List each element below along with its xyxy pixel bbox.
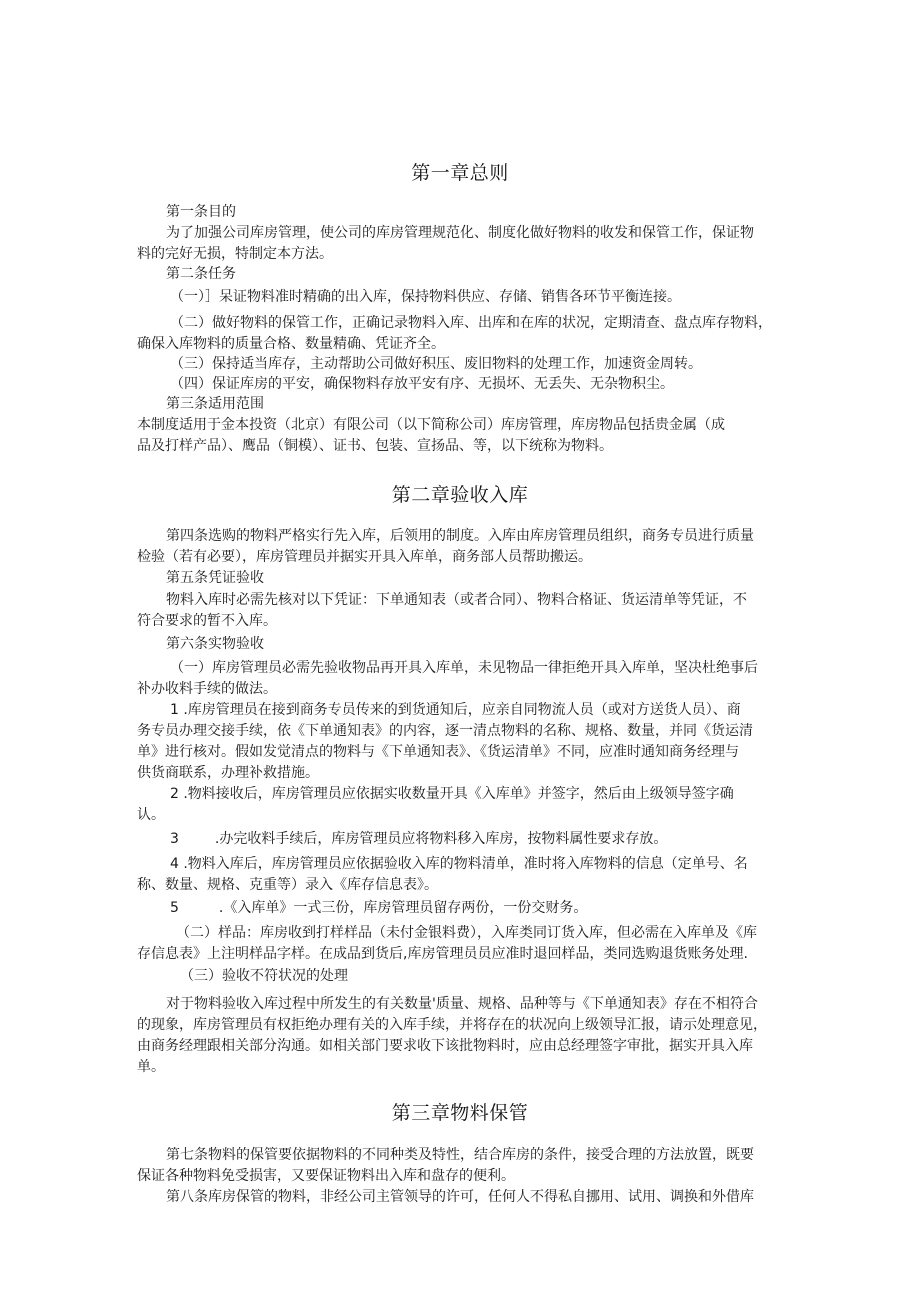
art2-item2-line2: 确保入库物料的质量合格、数量精确、凭证齐全。 <box>137 336 445 352</box>
art6-item3-line2: 的现象，库房管理员有权拒绝办理有关的入库手续，并将存在的状况向上级领导汇报，请示处理意见， <box>137 1017 767 1033</box>
art2-item2-line1: （二）做好物料的保管工作，正确记录物料入库、出库和在库的状况，定期清查、盘点库存物料， <box>170 315 772 331</box>
art7-line1: 第七条物料的保管要依据物料的不同种类及特性，结合库房的条件，接受合理的方法放置，既要 <box>166 1147 754 1163</box>
step2-line1: 2 .物料接收后，库房管理员应依据实收数量开具《入库单》并签字，然后由上级领导签字确 <box>170 786 734 802</box>
art2-item4: （四）保证库房的平安，确保物料存放平安有序、无损坏、无丢失、无杂物积尘。 <box>170 376 674 392</box>
step5 <box>170 898 820 919</box>
art5-line2: 符合要求的暂不入库。 <box>137 613 277 629</box>
art2-item1: （一）］呆证物料准时精确的出入库，保持物料供应、存储、销售各环节平衡连接。 <box>170 289 681 305</box>
step2-line2: 认。 <box>137 807 165 823</box>
art2-title: 第二条任务 <box>166 266 236 282</box>
chapter3-title: 第三章物料保管 <box>391 1102 529 1124</box>
art5-line1: 物料入库时必需先核对以下凭证：下单通知表（或者合同）、物料合格证、货运清单等凭证，不 <box>166 592 747 608</box>
art1-line1: 为了加强公司库房管理，使公司的库房管理规范化、制度化做好物料的收发和保管工作，保证物 <box>166 225 754 241</box>
step1-line4: 供货商联系，办理补救措施。 <box>137 765 319 781</box>
step5-text: .《入库单》一式三份，库房管理员留存两份，一份交财务。 <box>218 900 588 916</box>
step3-number: 3 <box>170 831 179 847</box>
art6-item1-line2: 补办收料手续的做法。 <box>137 681 277 697</box>
art4-line1: 第四条选购的物料严格实行先入库，后领用的制度。入库由库房管理员组织，商务专员进行质量 <box>166 528 754 544</box>
art6-item3-title: （三）验收不符状况的处理 <box>180 968 348 984</box>
step4-line1: 4 .物料入库后，库房管理员应依据验收入库的物料清单，准时将入库物料的信息（定单号、名 <box>170 856 748 872</box>
art2-item3: （三）保持适当库存，主动帮助公司做好积压、废旧物料的处理工作，加速资金周转。 <box>170 356 702 372</box>
art8-line1: 第八条库房保管的物料，非经公司主管领导的许可，任何人不得私自挪用、试用、调换和外借库 <box>166 1189 754 1205</box>
step1-line3: 单》进行核对。假如发觉清点的物料与《下单通知表》、《货运清单》不同，应准时通知商务经理与 <box>137 744 739 760</box>
art7-line2: 保证各种物料免受损害，又要保证物料出入库和盘存的便利。 <box>137 1168 515 1184</box>
step3 <box>170 829 820 850</box>
art6-title: 第六条实物验收 <box>166 636 264 652</box>
art6-item2-line1: （二）样品：库房收到打样样品（未付金银料费），入库类同订货入库，但必需在入库单及《库 <box>176 925 757 941</box>
art5-title: 第五条凭证验收 <box>166 570 264 586</box>
art6-item3-line4: 单。 <box>137 1059 165 1075</box>
art3-title: 第三条适用范围 <box>166 396 264 412</box>
art3-line1: 本制度适用于金本投资（北京）有限公司（以下简称公司）库房管理，库房物品包括贵金属（成 <box>137 417 725 433</box>
step1-line2: 务专员办理交接手续，依《下单通知表》的内容，逐一清点物料的名称、规格、数量，并同《货运清 <box>137 723 753 739</box>
step5-number: 5 <box>170 900 179 916</box>
art4-line2: 检验（若有必要），库房管理员并据实开具入库单，商务部人员帮助搬运。 <box>137 549 592 565</box>
art1-line2: 料的完好无损，特制定本方法。 <box>137 246 333 262</box>
art6-item3-line3: 由商务经理跟相关部分沟通。如相关部门要求收下该批物料时，应由总经理签字审批，据实开具入库 <box>137 1038 753 1054</box>
art6-item1-line1: （一）库房管理员必需先验收物品再开具入库单，未见物品一律拒绝开具入库单，坚决杜绝事后 <box>170 660 758 676</box>
chapter1-title: 第一章总则 <box>411 162 509 184</box>
step3-text: .办完收料手续后，库房管理员应将物料移入库房，按物料属性要求存放。 <box>214 831 668 847</box>
step1-line1: 1 .库房管理员在接到商务专员传来的到货通知后，应亲自同物流人员（或对方送货人员）、商 <box>170 702 741 718</box>
art6-item2-line2: 存信息表》上注明样品字样。在成品到货后,库房管理员员应准时退回样品，类同选购退货账务处理. <box>137 946 748 962</box>
art6-item3-line1: 对于物料验收入库过程中所发生的有关数量'质量、规格、品种等与《下单通知表》存在不相符合 <box>166 996 758 1012</box>
chapter2-title: 第二章验收入库 <box>391 484 529 506</box>
art1-title: 第一条目的 <box>166 204 236 220</box>
art3-line2: 品及打样产品）、鹰品（铜模）、证书、包装、宣扬品、等，以下统称为物料。 <box>137 438 613 454</box>
step4-line2: 称、数量、规格、克重等）录入《库存信息表》。 <box>137 877 438 893</box>
